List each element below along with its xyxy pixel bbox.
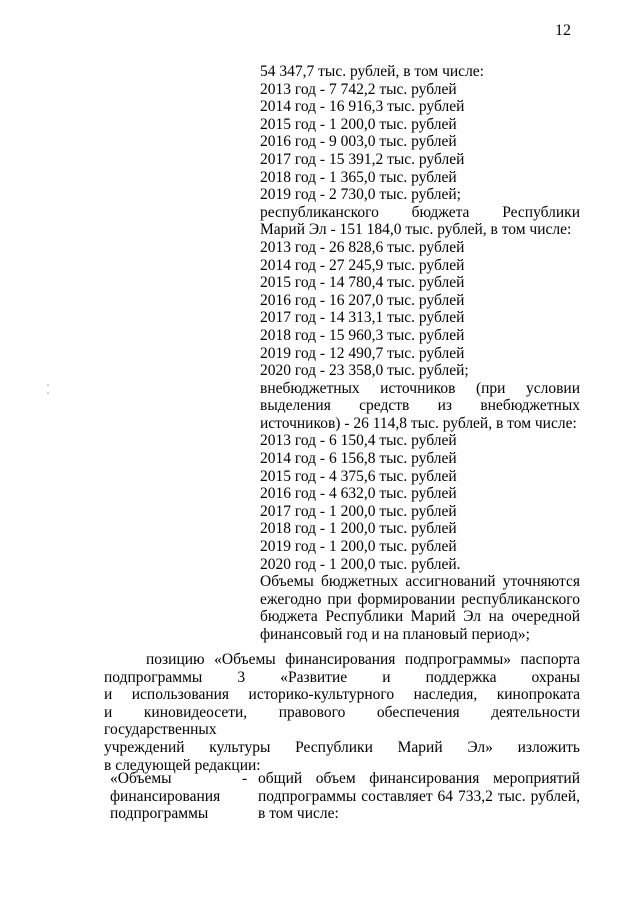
year-line: 2014 год - 6 156,8 тыс. рублей	[260, 450, 457, 468]
margin-mark	[47, 392, 49, 394]
block3-line3: источников) - 26 114,8 тыс. рублей, в том числе:	[260, 414, 577, 432]
year-line: 2015 год - 4 375,6 тыс. рублей	[260, 467, 457, 485]
year-line: 2016 год - 4 632,0 тыс. рублей	[260, 485, 457, 503]
table-label-line: «Объемы	[110, 770, 172, 787]
table-label-line: финансирования	[110, 787, 221, 805]
table-label-cell	[110, 770, 240, 823]
instruction-line: и использования историко-культурного наследия, кинопроката	[104, 686, 580, 704]
note-line: бюджета Республики Марий Эл на очередной	[260, 608, 580, 626]
page-number: 12	[555, 22, 571, 39]
year-line: 2014 год - 16 916,3 тыс. рублей	[260, 98, 465, 116]
year-line: 2014 год - 27 245,9 тыс. рублей	[260, 256, 465, 274]
instruction-line: позицию «Объемы финансирования подпрограммы» паспорта	[146, 651, 580, 668]
year-line: 2019 год - 2 730,0 тыс. рублей;	[260, 186, 461, 204]
year-line: 2016 год - 9 003,0 тыс. рублей	[260, 133, 457, 151]
margin-mark	[47, 384, 49, 386]
instruction-line: и киновидеосети, правового обеспечения деятельности государственных	[104, 703, 580, 739]
block2-line1: республиканского бюджета Республики	[260, 203, 580, 221]
year-line: 2013 год - 6 150,4 тыс. рублей	[260, 432, 457, 450]
year-line: 2013 год - 7 742,2 тыс. рублей	[260, 80, 457, 98]
year-line: 2018 год - 15 960,3 тыс. рублей	[260, 326, 465, 344]
year-line: 2019 год - 12 490,7 тыс. рублей	[260, 344, 465, 362]
year-line: 2020 год - 23 358,0 тыс. рублей;	[260, 362, 469, 380]
instruction-line: в следующей редакции:	[104, 756, 261, 774]
table-value-line: подпрограммы составляет 64 733,2 тыс. рублей,	[258, 787, 580, 805]
table-value-line: в том числе:	[258, 805, 339, 823]
block2-line2: Марий Эл - 151 184,0 тыс. рублей, в том числе:	[260, 221, 572, 239]
note-line: финансовый год и на плановый период»;	[260, 626, 530, 643]
year-line: 2016 год - 16 207,0 тыс. рублей	[260, 291, 465, 309]
note-line: Объемы бюджетных ассигнований уточняются	[260, 573, 580, 591]
table-value-cell	[258, 770, 580, 823]
year-line: 2020 год - 1 200,0 тыс. рублей.	[260, 555, 461, 573]
note-line: ежегодно при формировании республиканского	[260, 590, 580, 608]
year-line: 2017 год - 14 313,1 тыс. рублей	[260, 309, 465, 327]
year-line: 2013 год - 26 828,6 тыс. рублей	[260, 238, 465, 256]
year-line: 2018 год - 1 200,0 тыс. рублей	[260, 520, 457, 538]
year-line: 2017 год - 1 200,0 тыс. рублей	[260, 502, 457, 520]
block3-line2: выделения средств из внебюджетных	[260, 397, 580, 415]
year-line: 2017 год - 15 391,2 тыс. рублей	[260, 150, 465, 168]
block1-intro: 54 347,7 тыс. рублей, в том числе:	[260, 63, 484, 80]
year-line: 2015 год - 14 780,4 тыс. рублей	[260, 274, 465, 292]
table-label-line: подпрограммы	[110, 805, 209, 823]
instruction-line: подпрограммы 3 «Развитие и поддержка охраны	[104, 668, 580, 686]
funding-sources-column	[260, 63, 580, 644]
block3-line1: внебюджетных источников (при условии	[260, 379, 580, 397]
instruction-line: учреждений культуры Республики Марий Эл» изложить	[104, 738, 580, 756]
table-value-line: общий объем финансирования мероприятий	[258, 770, 580, 787]
year-line: 2015 год - 1 200,0 тыс. рублей	[260, 115, 457, 133]
year-line: 2019 год - 1 200,0 тыс. рублей	[260, 538, 457, 556]
table-dash: -	[242, 770, 248, 787]
year-line: 2018 год - 1 365,0 тыс. рублей	[260, 168, 457, 186]
instruction-paragraph	[104, 651, 580, 774]
